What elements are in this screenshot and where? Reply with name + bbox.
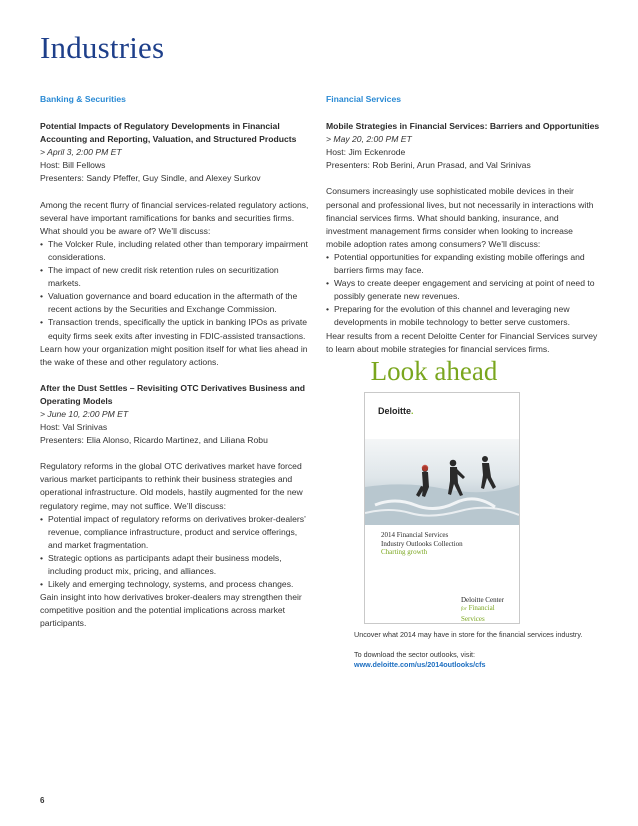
event-title: Mobile Strategies in Financial Services: Barriers and Opportunities — [326, 121, 600, 132]
event-intro: Consumers increasingly use sophisticated mobile devices in their personal and professional lives, but not necessarily in interactions with financial services firms. What should banking, insurance, and investment management firms consider when looking to increase mobile adoption rates among consumers? We’ll discuss: — [326, 186, 594, 249]
left-column — [40, 93, 310, 630]
section-heading-financial-services: Financial Services — [326, 94, 401, 104]
bullet-item: • The Volcker Rule, including related other than temporary impairment considerations. — [40, 238, 310, 264]
triathletes-photo — [365, 439, 519, 525]
event-presenters: Presenters: Rob Berini, Arun Prasad, and Val Srinivas — [326, 160, 531, 171]
bullet-item: • The impact of new credit risk retention rules on securitization markets. — [40, 264, 310, 290]
bullet-item: • Strategic options as participants adapt their business models, including product mix, pricing, and alliances. — [40, 552, 310, 578]
deloitte-logo: Deloitte. — [378, 406, 414, 416]
right-column — [326, 93, 600, 356]
look-ahead-ad — [344, 356, 524, 387]
download-instruction: To download the sector outlooks, visit: — [354, 650, 476, 659]
outlooks-link[interactable]: www.deloitte.com/us/2014outlooks/cfs — [354, 660, 486, 669]
event-regulatory-developments — [40, 120, 310, 369]
beach-runners-illustration — [365, 439, 519, 525]
cover-subtitle: Charting growth — [381, 548, 428, 556]
event-host: Host: Jim Eckenrode — [326, 147, 406, 158]
page-number: 6 — [40, 796, 45, 805]
event-mobile-strategies — [326, 120, 600, 356]
bullet-item: • Potential opportunities for expanding existing mobile offerings and barriers firms may face. — [326, 251, 600, 277]
bullet-item: • Valuation governance and board education in the aftermath of the recent actions by the Securities and Exchange Commission. — [40, 290, 310, 316]
bullet-item: • Likely and emerging technology, systems, and process changes. — [40, 578, 310, 591]
cover-title: 2014 Financial Services Industry Outlooks Collection — [381, 531, 463, 548]
event-date: > June 10, 2:00 PM ET — [40, 408, 129, 419]
event-outro: Gain insight into how derivatives broker-dealers may strengthen their competitive position and the potential implications across market participants. — [40, 592, 302, 629]
event-title: Potential Impacts of Regulatory Developments in Financial Accounting and Reporting, Valuation, and Structured Products — [40, 121, 297, 145]
section-heading-banking: Banking & Securities — [40, 94, 126, 104]
bullet-item: • Preparing for the evolution of this channel and leveraging new developments in mobile technology to better serve customers. — [326, 303, 600, 329]
event-outro: Hear results from a recent Deloitte Center for Financial Services survey to learn about mobile strategies for financial services firms. — [326, 330, 598, 354]
event-title: After the Dust Settles – Revisiting OTC Derivatives Business and Operating Models — [40, 382, 306, 406]
event-otc-derivatives — [40, 382, 310, 631]
event-bullets — [40, 238, 310, 343]
report-cover[interactable] — [364, 392, 520, 624]
ad-headline: Look ahead — [370, 356, 498, 386]
bullet-item: • Transaction trends, specifically the uptick in banking IPOs as private equity firms seek exits after investing in FDIC-assisted transactions. — [40, 316, 310, 342]
event-bullets — [326, 251, 600, 330]
page-title: Industries — [40, 30, 165, 65]
event-bullets — [40, 513, 310, 592]
event-date: > April 3, 2:00 PM ET — [40, 147, 122, 158]
ad-caption — [354, 630, 614, 670]
event-intro: Regulatory reforms in the global OTC derivatives market have forced various market participants to rethink their business strategies and operational infrastructure. Old models, hastily augmented for the new regulatory regime, may not suffice. We’ll discuss: — [40, 461, 303, 511]
event-presenters: Presenters: Sandy Pfeffer, Guy Sindle, and Alexey Surkov — [40, 173, 261, 184]
cover-center-name: Deloitte Center for Financial Services — [461, 596, 504, 623]
bullet-item: • Ways to create deeper engagement and servicing at point of need to possibly generate new revenues. — [326, 277, 600, 303]
event-date: > May 20, 2:00 PM ET — [326, 134, 412, 145]
event-host: Host: Bill Fellows — [40, 160, 106, 171]
event-presenters: Presenters: Elia Alonso, Ricardo Martinez, and Liliana Robu — [40, 435, 268, 446]
event-host: Host: Val Srinivas — [40, 422, 108, 433]
event-intro: Among the recent flurry of financial services-related regulatory actions, several have important ramifications for banks and securities firms. What should you be aware of? We’ll discuss: — [40, 199, 309, 236]
ad-caption-text: Uncover what 2014 may have in store for the financial services industry. — [354, 630, 583, 639]
event-outro: Learn how your organization might position itself for what lies ahead in the wake of these and other regulatory actions. — [40, 343, 308, 367]
bullet-item: • Potential impact of regulatory reforms on derivatives broker-dealers’ revenue, compliance infrastructure, product and service offerings, and market fragmentation. — [40, 513, 310, 552]
